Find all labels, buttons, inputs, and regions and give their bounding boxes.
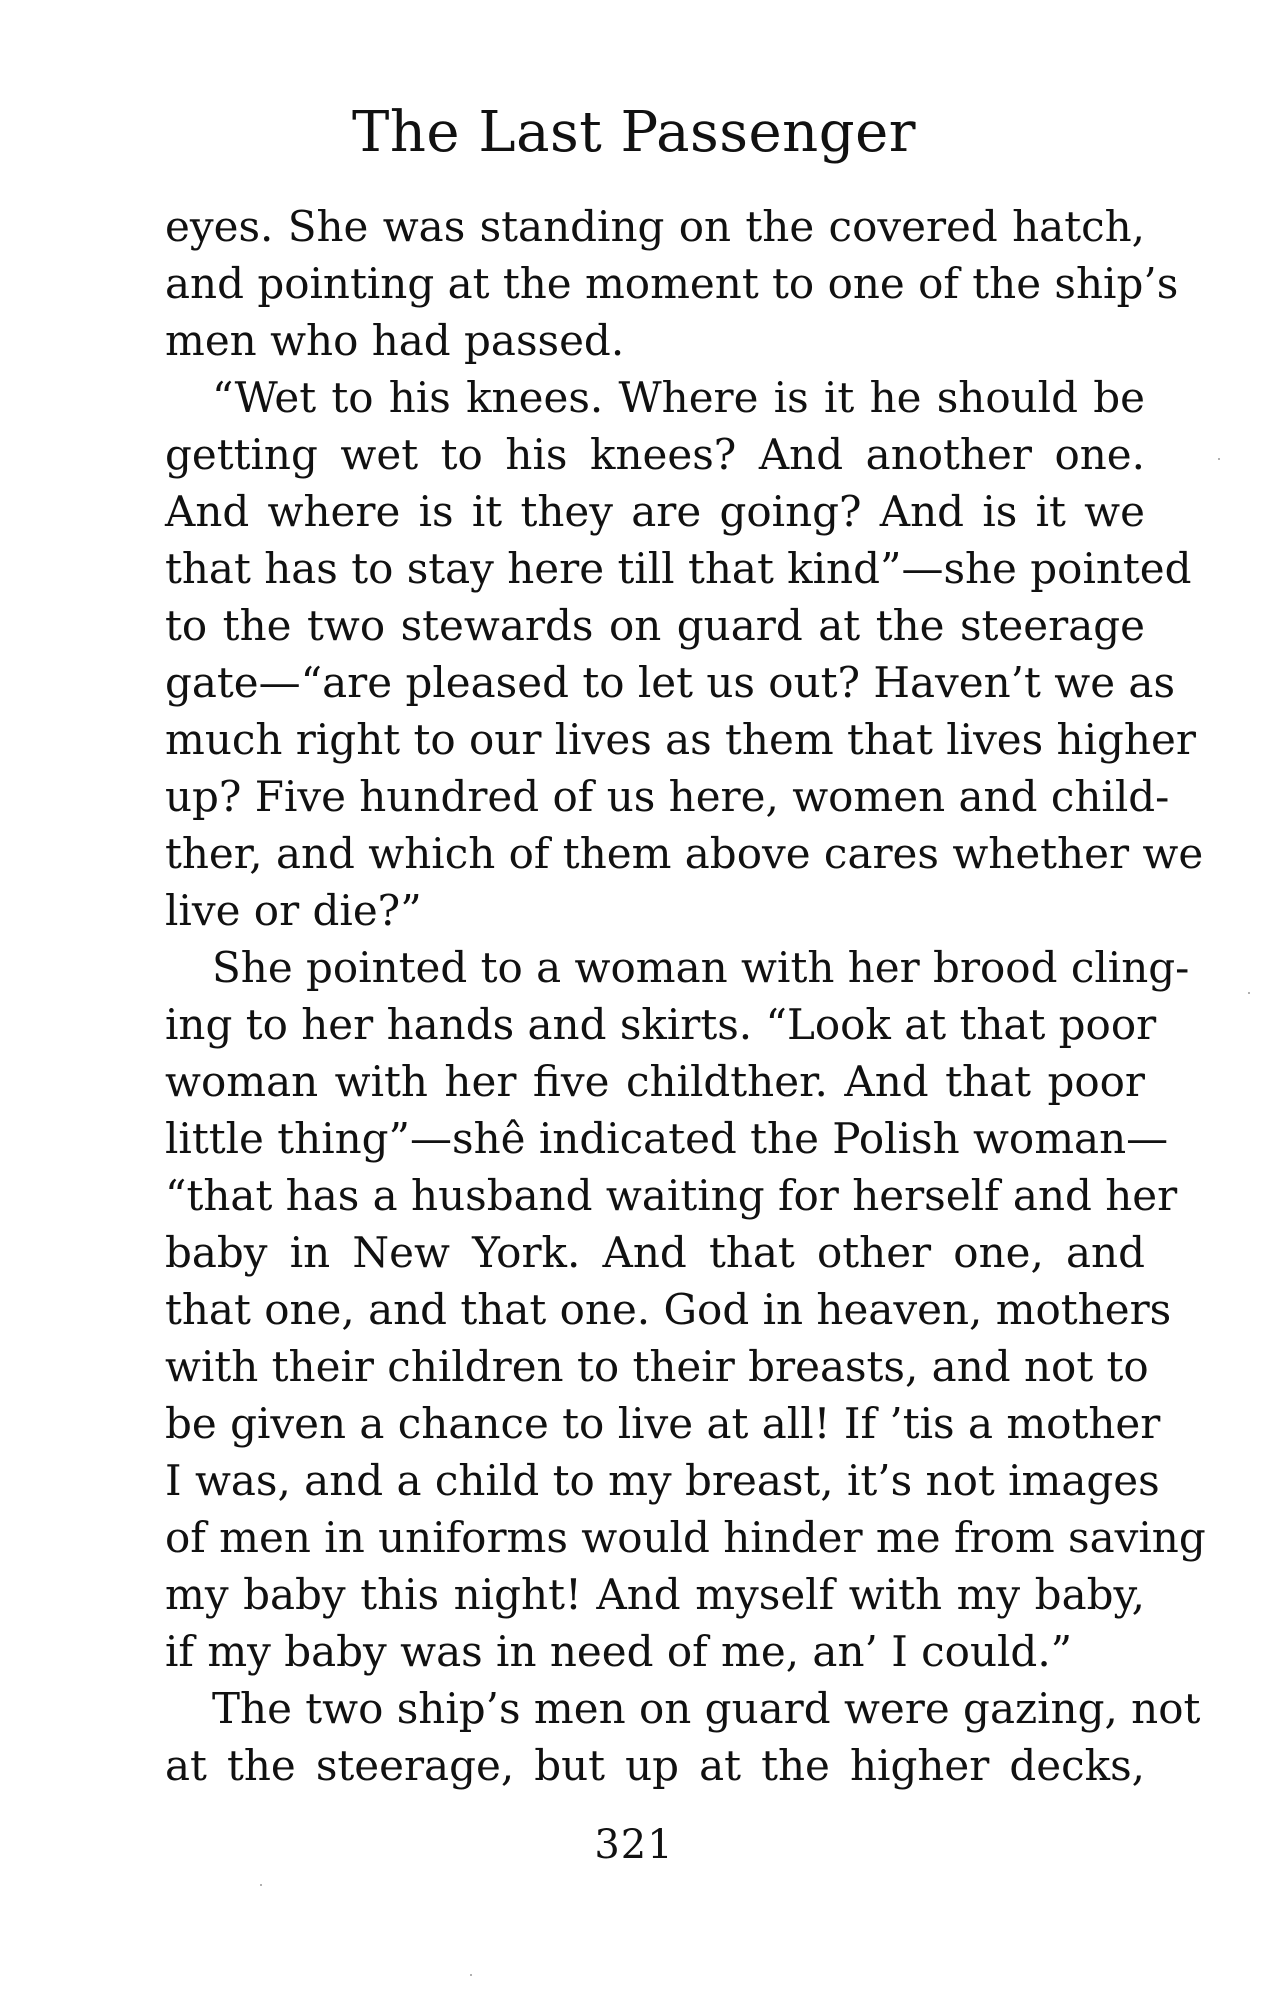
- paper-speck: [260, 1884, 262, 1886]
- paper-speck: [1218, 458, 1220, 460]
- text-line: baby in New York. And that other one, and: [165, 1228, 1145, 1277]
- text-line: “that has a husband waiting for herself and her: [165, 1171, 1178, 1220]
- paper-speck: [1248, 992, 1250, 994]
- text-line: much right to our lives as them that lives higher: [165, 715, 1196, 764]
- text-line: And where is it they are going? And is it we: [165, 487, 1145, 536]
- text-line: gate—“are pleased to let us out? Haven’t we as: [165, 658, 1176, 707]
- text-line: men who had passed.: [165, 316, 625, 365]
- text-line: The two ship’s men on guard were gazing, not: [212, 1684, 1201, 1733]
- text-line: my baby this night! And myself with my baby,: [165, 1570, 1145, 1619]
- text-line: and pointing at the moment to one of the ship’s: [165, 259, 1179, 308]
- text-line: at the steerage, but up at the higher decks,: [165, 1741, 1145, 1790]
- text-line: with their children to their breasts, and not to: [165, 1342, 1149, 1391]
- text-line: that one, and that one. God in heaven, mothers: [165, 1285, 1172, 1334]
- text-line: I was, and a child to my breast, it’s not images: [165, 1456, 1160, 1505]
- text-line: ther, and which of them above cares whether we: [165, 829, 1204, 878]
- text-line: of men in uniforms would hinder me from saving: [165, 1513, 1206, 1562]
- text-line: to the two stewards on guard at the steerage: [165, 601, 1145, 650]
- running-title: The Last Passenger: [352, 100, 916, 165]
- page-number: 321: [594, 1822, 674, 1868]
- text-line: be given a chance to live at all! If ’tis a mother: [165, 1399, 1161, 1448]
- text-line: little thing”—shê indicated the Polish woman—: [165, 1114, 1169, 1163]
- text-line: woman with her five childther. And that poor: [165, 1057, 1145, 1106]
- text-line: eyes. She was standing on the covered hatch,: [165, 202, 1145, 251]
- text-line: live or die?”: [165, 886, 422, 935]
- text-line: “Wet to his knees. Where is it he should be: [212, 373, 1145, 422]
- text-line: that has to stay here till that kind”—she pointed: [165, 544, 1192, 593]
- text-line: up? Five hundred of us here, women and child-: [165, 772, 1170, 821]
- text-line: if my baby was in need of me, an’ I could.”: [165, 1627, 1073, 1676]
- text-line: She pointed to a woman with her brood cling-: [212, 943, 1190, 992]
- body-text: [165, 198, 1206, 1794]
- text-line: ing to her hands and skirts. “Look at that poor: [165, 1000, 1157, 1049]
- text-line: getting wet to his knees? And another one.: [165, 430, 1145, 479]
- paper-speck: [470, 1974, 472, 1976]
